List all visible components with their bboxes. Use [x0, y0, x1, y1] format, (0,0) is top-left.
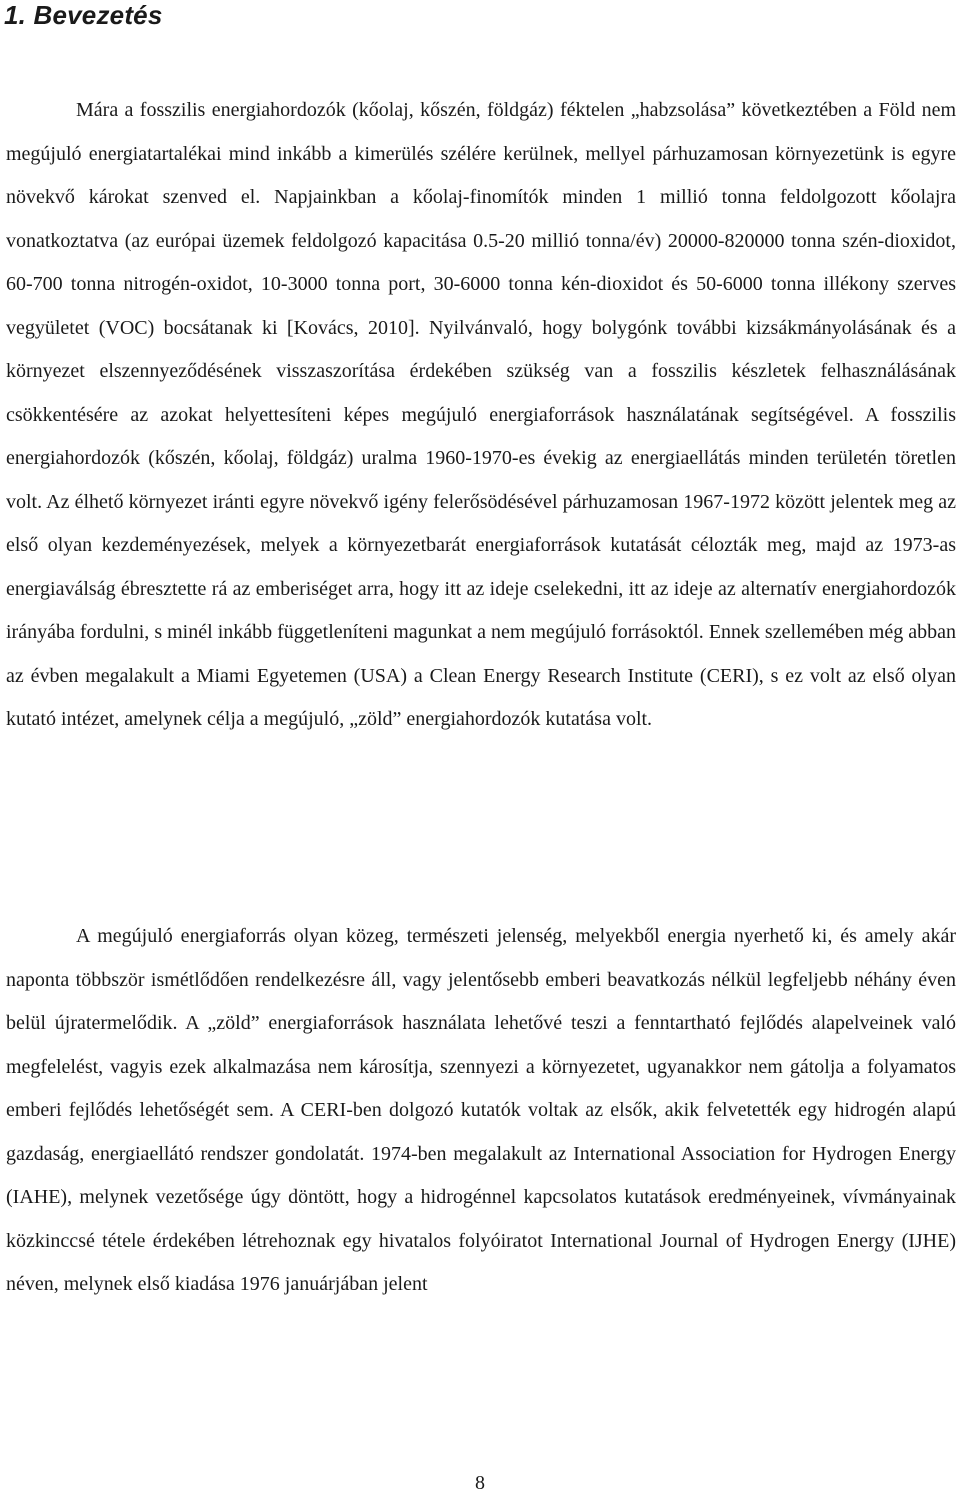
page-number: 8: [475, 1472, 485, 1494]
section-heading: 1. Bevezetés: [4, 0, 163, 30]
paragraph-renewable-energy: A megújuló energiaforrás olyan közeg, természeti jelenség, melyekből energia nyerhető ki, és amely akár naponta többször ismétlődően rendelkezésre áll, vagy jelentősebb emberi beavatkozás nélkül legfeljebb néhány éven belül újratermelődik. A „zöld” energiaforrások használata lehetővé teszi a fenntartható fejlődés alapelveinek való megfelelést, vagyis ezek alkalmazása nem károsítja, szennyezi a környezetet, ugyanakkor nem gátolja a folyamatos emberi fejlődés lehetőségét sem. A CERI-ben dolgozó kutatók voltak az elsők, akik felvetették egy hidrogén alapú gazdaság, energiaellátó rendszer gondolatát. 1974-ben megalakult az International Association for Hydrogen Energy (IAHE), melynek vezetősége úgy döntött, hogy a hidrogénnel kapcsolatos kutatások eredményeinek, vívmányainak közkinccsé tétele érdekében létrehoznak egy hivatalos folyóiratot International Journal of Hydrogen Energy (IJHE) néven, melynek első kiadása 1976 januárjában jelent: [6, 925, 956, 1295]
paragraph-intro: Mára a fosszilis energiahordozók (kőolaj, kőszén, földgáz) féktelen „habzsolása” következtében a Föld nem megújuló energiatartalékai mind inkább a kimerülés szélére kerülnek, mellyel párhuzamosan környezetünk is egyre növekvő károkat szenved el. Napjainkban a kőolaj-finomítók minden 1 millió tonna feldolgozott kőolajra vonatkoztatva (az európai üzemek feldolgozó kapacitása 0.5-20 millió tonna/év) 20000-820000 tonna szén-dioxidot, 60-700 tonna nitrogén-oxidot, 10-3000 tonna port, 30-6000 tonna kén-dioxidot és 50-6000 tonna illékony szerves vegyületet (VOC) bocsátanak ki [Kovács, 2010]. Nyilvánvaló, hogy bolygónk további kizsákmányolásának és a környezet elszennyeződésének visszaszorítása érdekében szükség van a fosszilis készletek felhasználásának csökkentésére az azokat helyettesíteni képes megújuló energiaforrások használatának segítségével. A fosszilis energiahordozók (kőszén, kőolaj, földgáz) uralma 1960-1970-es évekig az energiaellátás minden területén töretlen volt. Az élhető környezet iránti egyre növekvő igény felerősödésével párhuzamosan 1967-1972 között jelentek meg az első olyan kezdeményezések, melyek a környezetbarát energiaforrások kutatását célozták meg, majd az 1973-as energiaválság ébresztette rá az emberiséget arra, hogy itt az ideje cselekedni, itt az ideje az alternatív energiahordozók irányába fordulni, s minél inkább függetleníteni magunkat a nem megújuló forrásoktól. Ennek szellemében még abban az évben megalakult a Miami Egyetemen (USA) a Clean Energy Research Institute (CERI), s ez volt az első olyan kutató intézet, amelynek célja a megújuló, „zöld” energiahordozók kutatása volt.: [6, 99, 956, 730]
